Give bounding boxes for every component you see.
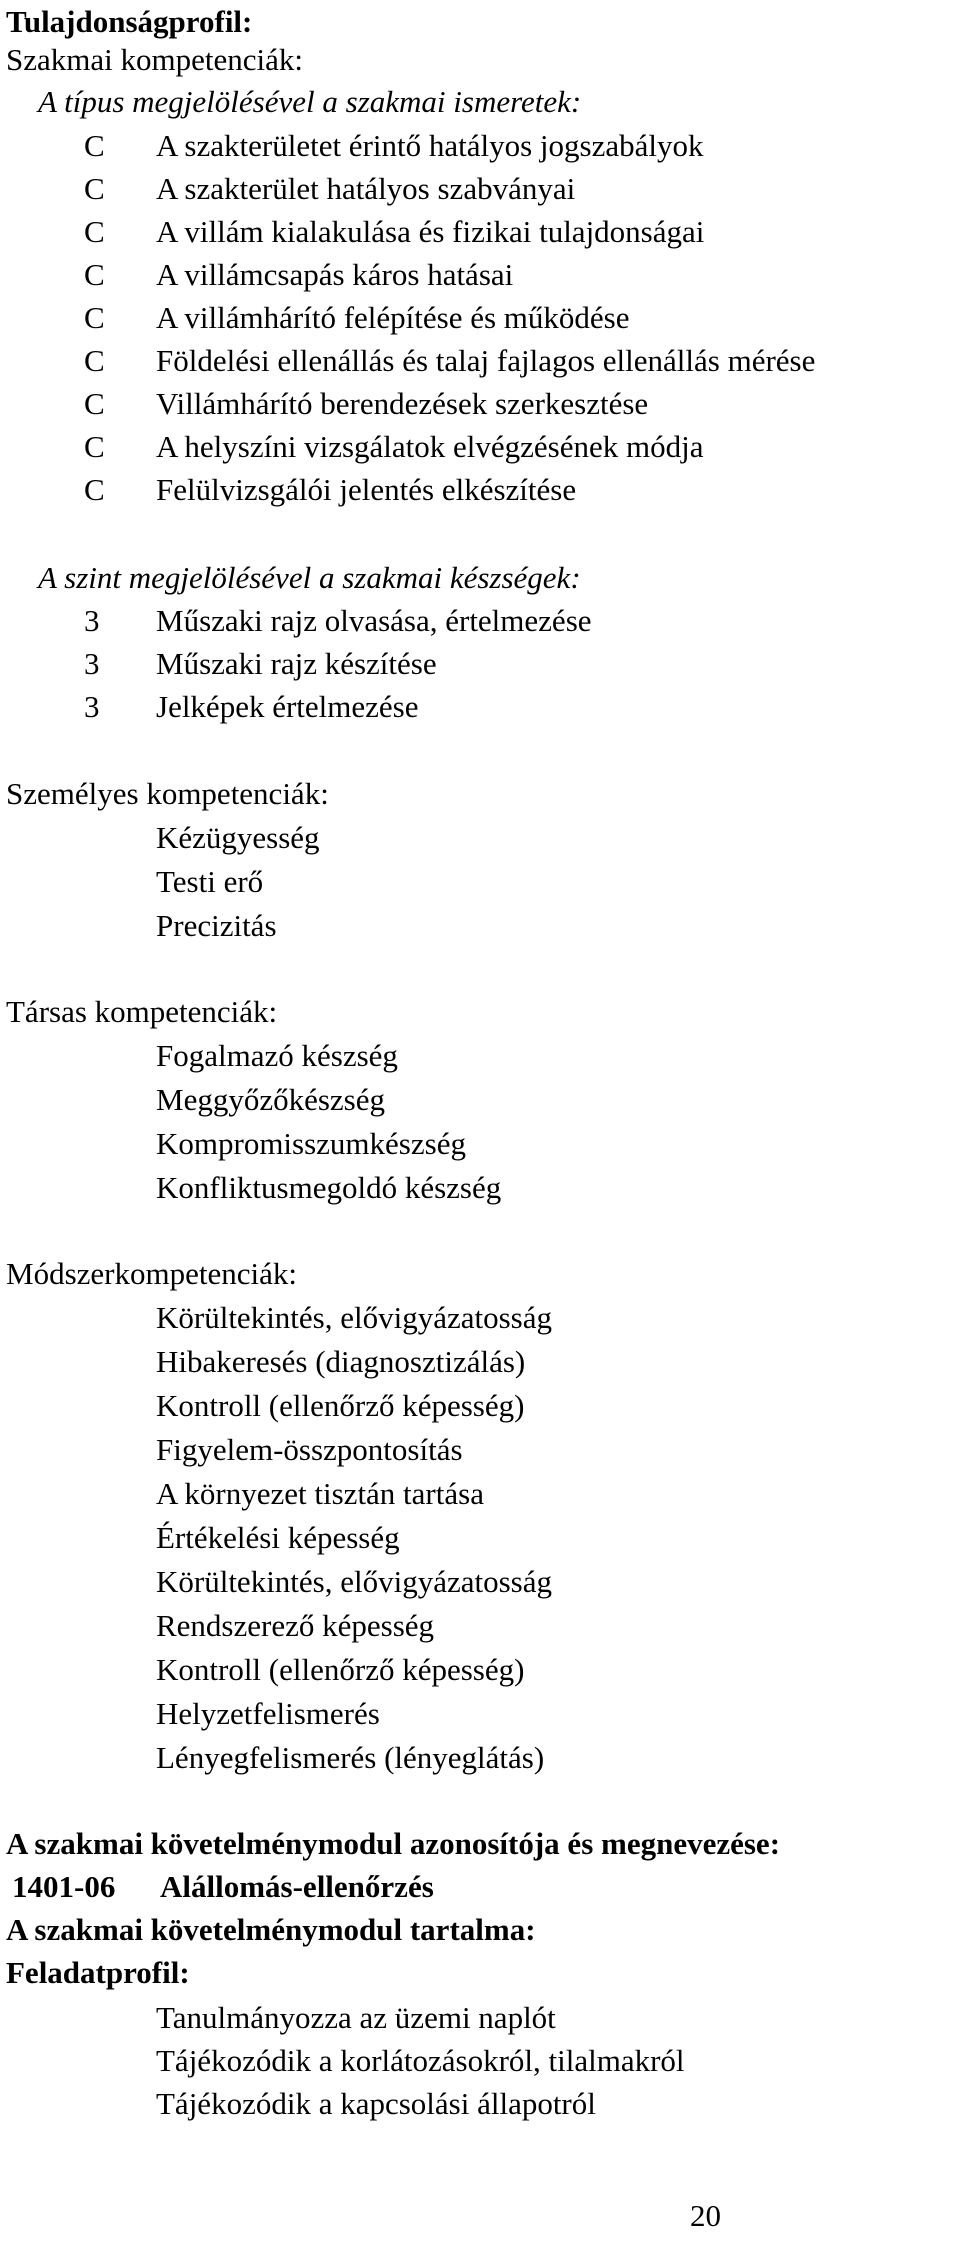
item-code: C [84,386,105,421]
list-item: Fogalmazó készség [156,1038,398,1073]
list-item: Felülvizsgálói jelentés elkészítése [156,472,577,507]
item-code: C [84,472,105,507]
list-item: Jelképek értelmezése [156,689,419,724]
list-item: Műszaki rajz olvasása, értelmezése [156,603,592,638]
list-item: A szakterület hatályos szabványai [156,171,576,206]
list-item: Meggyőzőkészség [156,1082,385,1117]
list-item: Földelési ellenállás és talaj fajlagos ellenállás mérése [156,343,816,378]
list-item: Tájékozódik a korlátozásokról, tilalmakról [156,2043,685,2078]
feladatprofil-heading: Feladatprofil: [6,1955,190,1990]
page-number: 20 [690,2198,721,2233]
item-level: 3 [84,603,100,638]
list-item: Értékelési képesség [156,1520,400,1555]
list-item: A környezet tisztán tartása [156,1476,484,1511]
list-item: Rendszerező képesség [156,1608,435,1643]
item-level: 3 [84,689,100,724]
item-code: C [84,343,105,378]
list-item: Figyelem-összpontosítás [156,1432,463,1467]
list-item: Hibakeresés (diagnosztizálás) [156,1344,526,1379]
section-heading-modszer: Módszerkompetenciák: [6,1256,297,1291]
list-item: Precizitás [156,908,277,943]
item-code: C [84,429,105,464]
list-item: A villámhárító felépítése és működése [156,300,630,335]
list-item: Körültekintés, elővigyázatosság [156,1300,553,1335]
section-heading-szemelyes: Személyes kompetenciák: [6,776,329,811]
item-code: C [84,128,105,163]
item-code: C [84,257,105,292]
list-item: Kontroll (ellenőrző képesség) [156,1388,525,1423]
list-item: Villámhárító berendezések szerkesztése [156,386,649,421]
list-item: Tájékozódik a kapcsolási állapotról [156,2086,596,2121]
module-content-heading: A szakmai követelménymodul tartalma: [6,1912,536,1947]
list-item: A szakterületet érintő hatályos jogszabályok [156,128,704,163]
module-id: 1401-06 [12,1869,116,1904]
module-heading: A szakmai követelménymodul azonosítója és megnevezése: [6,1826,781,1861]
section-heading-szakmai: Szakmai kompetenciák: [6,42,303,77]
module-name: Alállomás-ellenőrzés [160,1869,434,1904]
item-level: 3 [84,646,100,681]
list-item: Kompromisszumkészség [156,1126,466,1161]
list-item: Kézügyesség [156,820,320,855]
section-heading-tarsas: Társas kompetenciák: [6,994,278,1029]
list-item: Helyzetfelismerés [156,1696,380,1731]
subheading-keszsegek: A szint megjelölésével a szakmai készségek: [38,560,581,595]
item-code: C [84,300,105,335]
list-item: Testi erő [156,864,264,899]
list-item: Lényegfelismerés (lényeglátás) [156,1740,545,1775]
subheading-ismeretek: A típus megjelölésével a szakmai ismeretek: [38,84,582,119]
list-item: Műszaki rajz készítése [156,646,437,681]
list-item: A helyszíni vizsgálatok elvégzésének módja [156,429,704,464]
list-item: Kontroll (ellenőrző képesség) [156,1652,525,1687]
item-code: C [84,214,105,249]
list-item: Körültekintés, elővigyázatosság [156,1564,553,1599]
list-item: A villámcsapás káros hatásai [156,257,514,292]
item-code: C [84,171,105,206]
page-title: Tulajdonságprofil: [6,4,253,39]
list-item: Konfliktusmegoldó készség [156,1170,502,1205]
list-item: A villám kialakulása és fizikai tulajdonságai [156,214,705,249]
list-item: Tanulmányozza az üzemi naplót [156,2000,556,2035]
